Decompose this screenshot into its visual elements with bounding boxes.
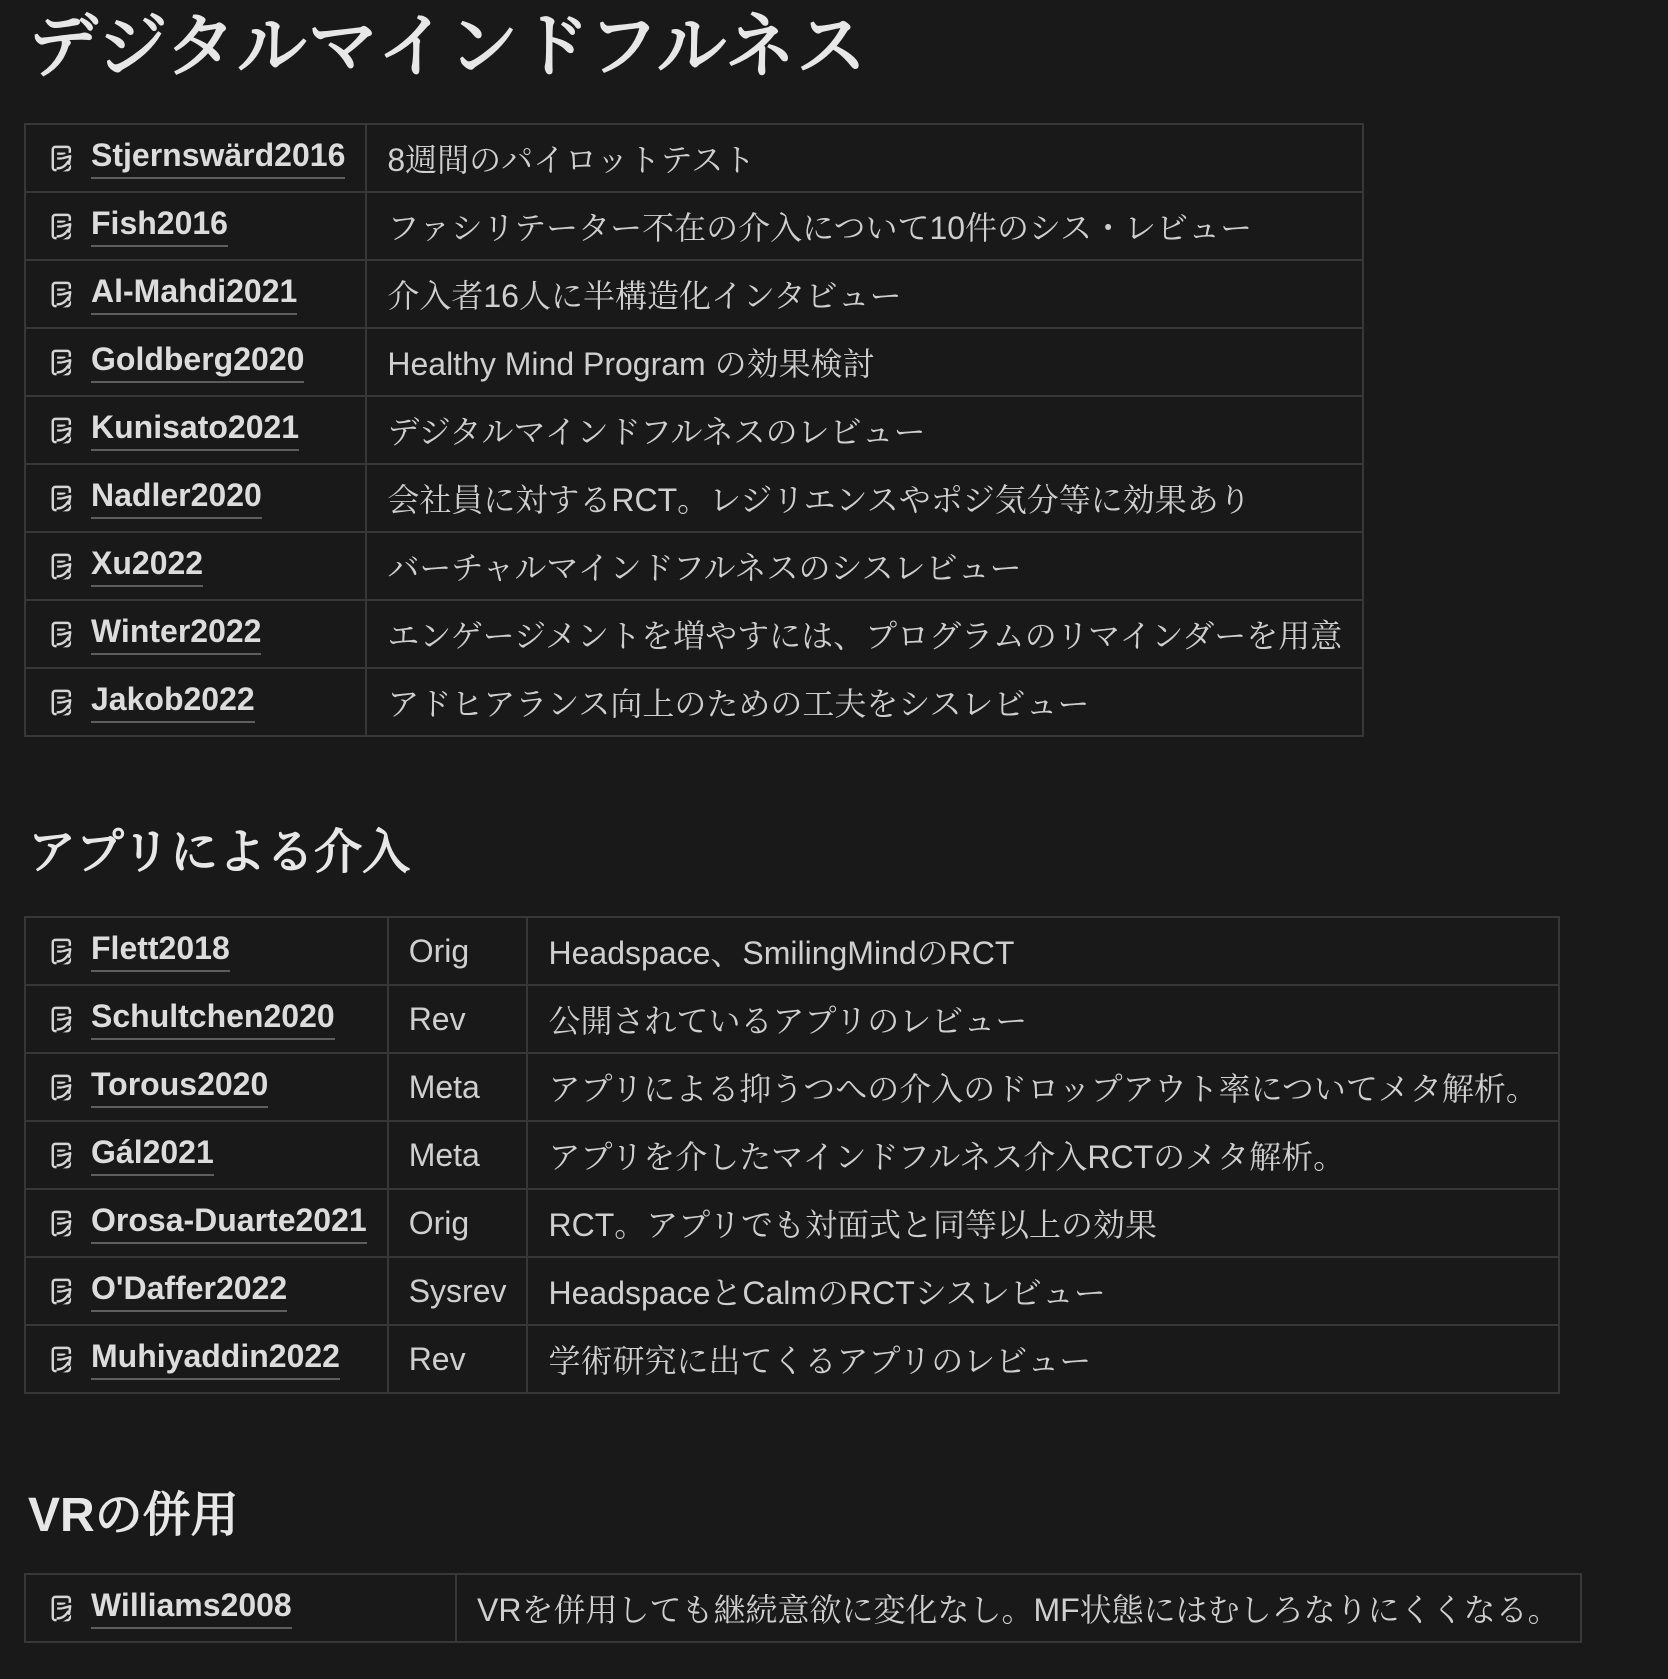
page-link-icon: [46, 1593, 77, 1624]
citation-link[interactable]: Williams2008: [91, 1587, 292, 1629]
table-row: [25, 464, 1363, 532]
citation-link[interactable]: O'Daffer2022: [91, 1270, 287, 1312]
row-description: バーチャルマインドフルネスのシスレビュー: [366, 532, 1363, 600]
row-description: ファシリテーター不在の介入について10件のシス・レビュー: [366, 192, 1363, 260]
table-row: [25, 124, 1363, 192]
citation-link[interactable]: Nadler2020: [91, 477, 262, 519]
citation-link[interactable]: Al-Mahdi2021: [91, 273, 297, 315]
table-row: [25, 328, 1363, 396]
citation-link[interactable]: Goldberg2020: [91, 341, 304, 383]
row-description: RCT。アプリでも対面式と同等以上の効果: [527, 1189, 1558, 1257]
table-app-interventions: [24, 916, 1560, 1394]
row-description: エンゲージメントを増やすには、プログラムのリマインダーを用意: [366, 600, 1363, 668]
citation-link[interactable]: Orosa-Duarte2021: [91, 1202, 367, 1244]
row-description: HeadspaceとCalmのRCTシスレビュー: [527, 1257, 1558, 1325]
page-link-icon: [46, 1344, 77, 1375]
page-link-icon: [46, 415, 77, 446]
page-link-icon: [46, 936, 77, 967]
citation-link[interactable]: Kunisato2021: [91, 409, 299, 451]
study-type: Orig: [388, 917, 528, 985]
study-type: Meta: [388, 1121, 528, 1189]
table-digital-mindfulness: [24, 123, 1364, 737]
row-description: Healthy Mind Program の効果検討: [366, 328, 1363, 396]
row-description: VRを併用しても継続意欲に変化なし。MF状態にはむしろなりにくくなる。: [456, 1574, 1581, 1642]
citation-link[interactable]: Flett2018: [91, 930, 230, 972]
notion-page: [0, 7, 1668, 1643]
page-link-icon: [46, 1004, 77, 1035]
row-description: アプリを介したマインドフルネス介入RCTのメタ解析。: [527, 1121, 1558, 1189]
row-description: アドヒアランス向上のための工夫をシスレビュー: [366, 668, 1363, 736]
table-row: [25, 1189, 1559, 1257]
citation-link[interactable]: Torous2020: [91, 1066, 268, 1108]
study-type: Rev: [388, 1325, 528, 1393]
row-description: デジタルマインドフルネスのレビュー: [366, 396, 1363, 464]
row-description: 学術研究に出てくるアプリのレビュー: [527, 1325, 1558, 1393]
page-link-icon: [46, 551, 77, 582]
page-link-icon: [46, 687, 77, 718]
citation-link[interactable]: Winter2022: [91, 613, 261, 655]
row-description: 介入者16人に半構造化インタビュー: [366, 260, 1363, 328]
page-link-icon: [46, 143, 77, 174]
citation-link[interactable]: Stjernswärd2016: [91, 137, 345, 179]
citation-link[interactable]: Jakob2022: [91, 681, 255, 723]
table-row: [25, 1574, 1581, 1642]
page-link-icon: [46, 619, 77, 650]
table-row: [25, 1257, 1559, 1325]
table-row: [25, 192, 1363, 260]
citation-link[interactable]: Xu2022: [91, 545, 203, 587]
table-row: [25, 1325, 1559, 1393]
page-link-icon: [46, 211, 77, 242]
table-row: [25, 396, 1363, 464]
row-description: Headspace、SmilingMindのRCT: [527, 917, 1558, 985]
table-row: [25, 985, 1559, 1053]
table-row: [25, 1053, 1559, 1121]
row-description: 公開されているアプリのレビュー: [527, 985, 1558, 1053]
table-row: [25, 532, 1363, 600]
citation-link[interactable]: Gál2021: [91, 1134, 214, 1176]
table-row: [25, 600, 1363, 668]
citation-link[interactable]: Fish2016: [91, 205, 228, 247]
page-link-icon: [46, 1140, 77, 1171]
study-type: Rev: [388, 985, 528, 1053]
row-description: アプリによる抑うつへの介入のドロップアウト率についてメタ解析。: [527, 1053, 1558, 1121]
table-row: [25, 1121, 1559, 1189]
page-link-icon: [46, 1276, 77, 1307]
study-type: Sysrev: [388, 1257, 528, 1325]
page-link-icon: [46, 279, 77, 310]
table-row: [25, 668, 1363, 736]
section-heading-vr: VRの併用: [28, 1489, 239, 1542]
page-link-icon: [46, 1208, 77, 1239]
page-title: デジタルマインドフルネス: [28, 7, 868, 85]
page-link-icon: [46, 483, 77, 514]
citation-link[interactable]: Muhiyaddin2022: [91, 1338, 340, 1380]
row-description: 会社員に対するRCT。レジリエンスやポジ気分等に効果あり: [366, 464, 1363, 532]
table-row: [25, 917, 1559, 985]
citation-link[interactable]: Schultchen2020: [91, 998, 335, 1040]
row-description: 8週間のパイロットテスト: [366, 124, 1363, 192]
study-type: Orig: [388, 1189, 528, 1257]
page-link-icon: [46, 347, 77, 378]
section-heading-apps: アプリによる介入: [28, 826, 411, 879]
study-type: Meta: [388, 1053, 528, 1121]
table-row: [25, 260, 1363, 328]
table-vr-combination: [24, 1573, 1582, 1643]
page-link-icon: [46, 1072, 77, 1103]
